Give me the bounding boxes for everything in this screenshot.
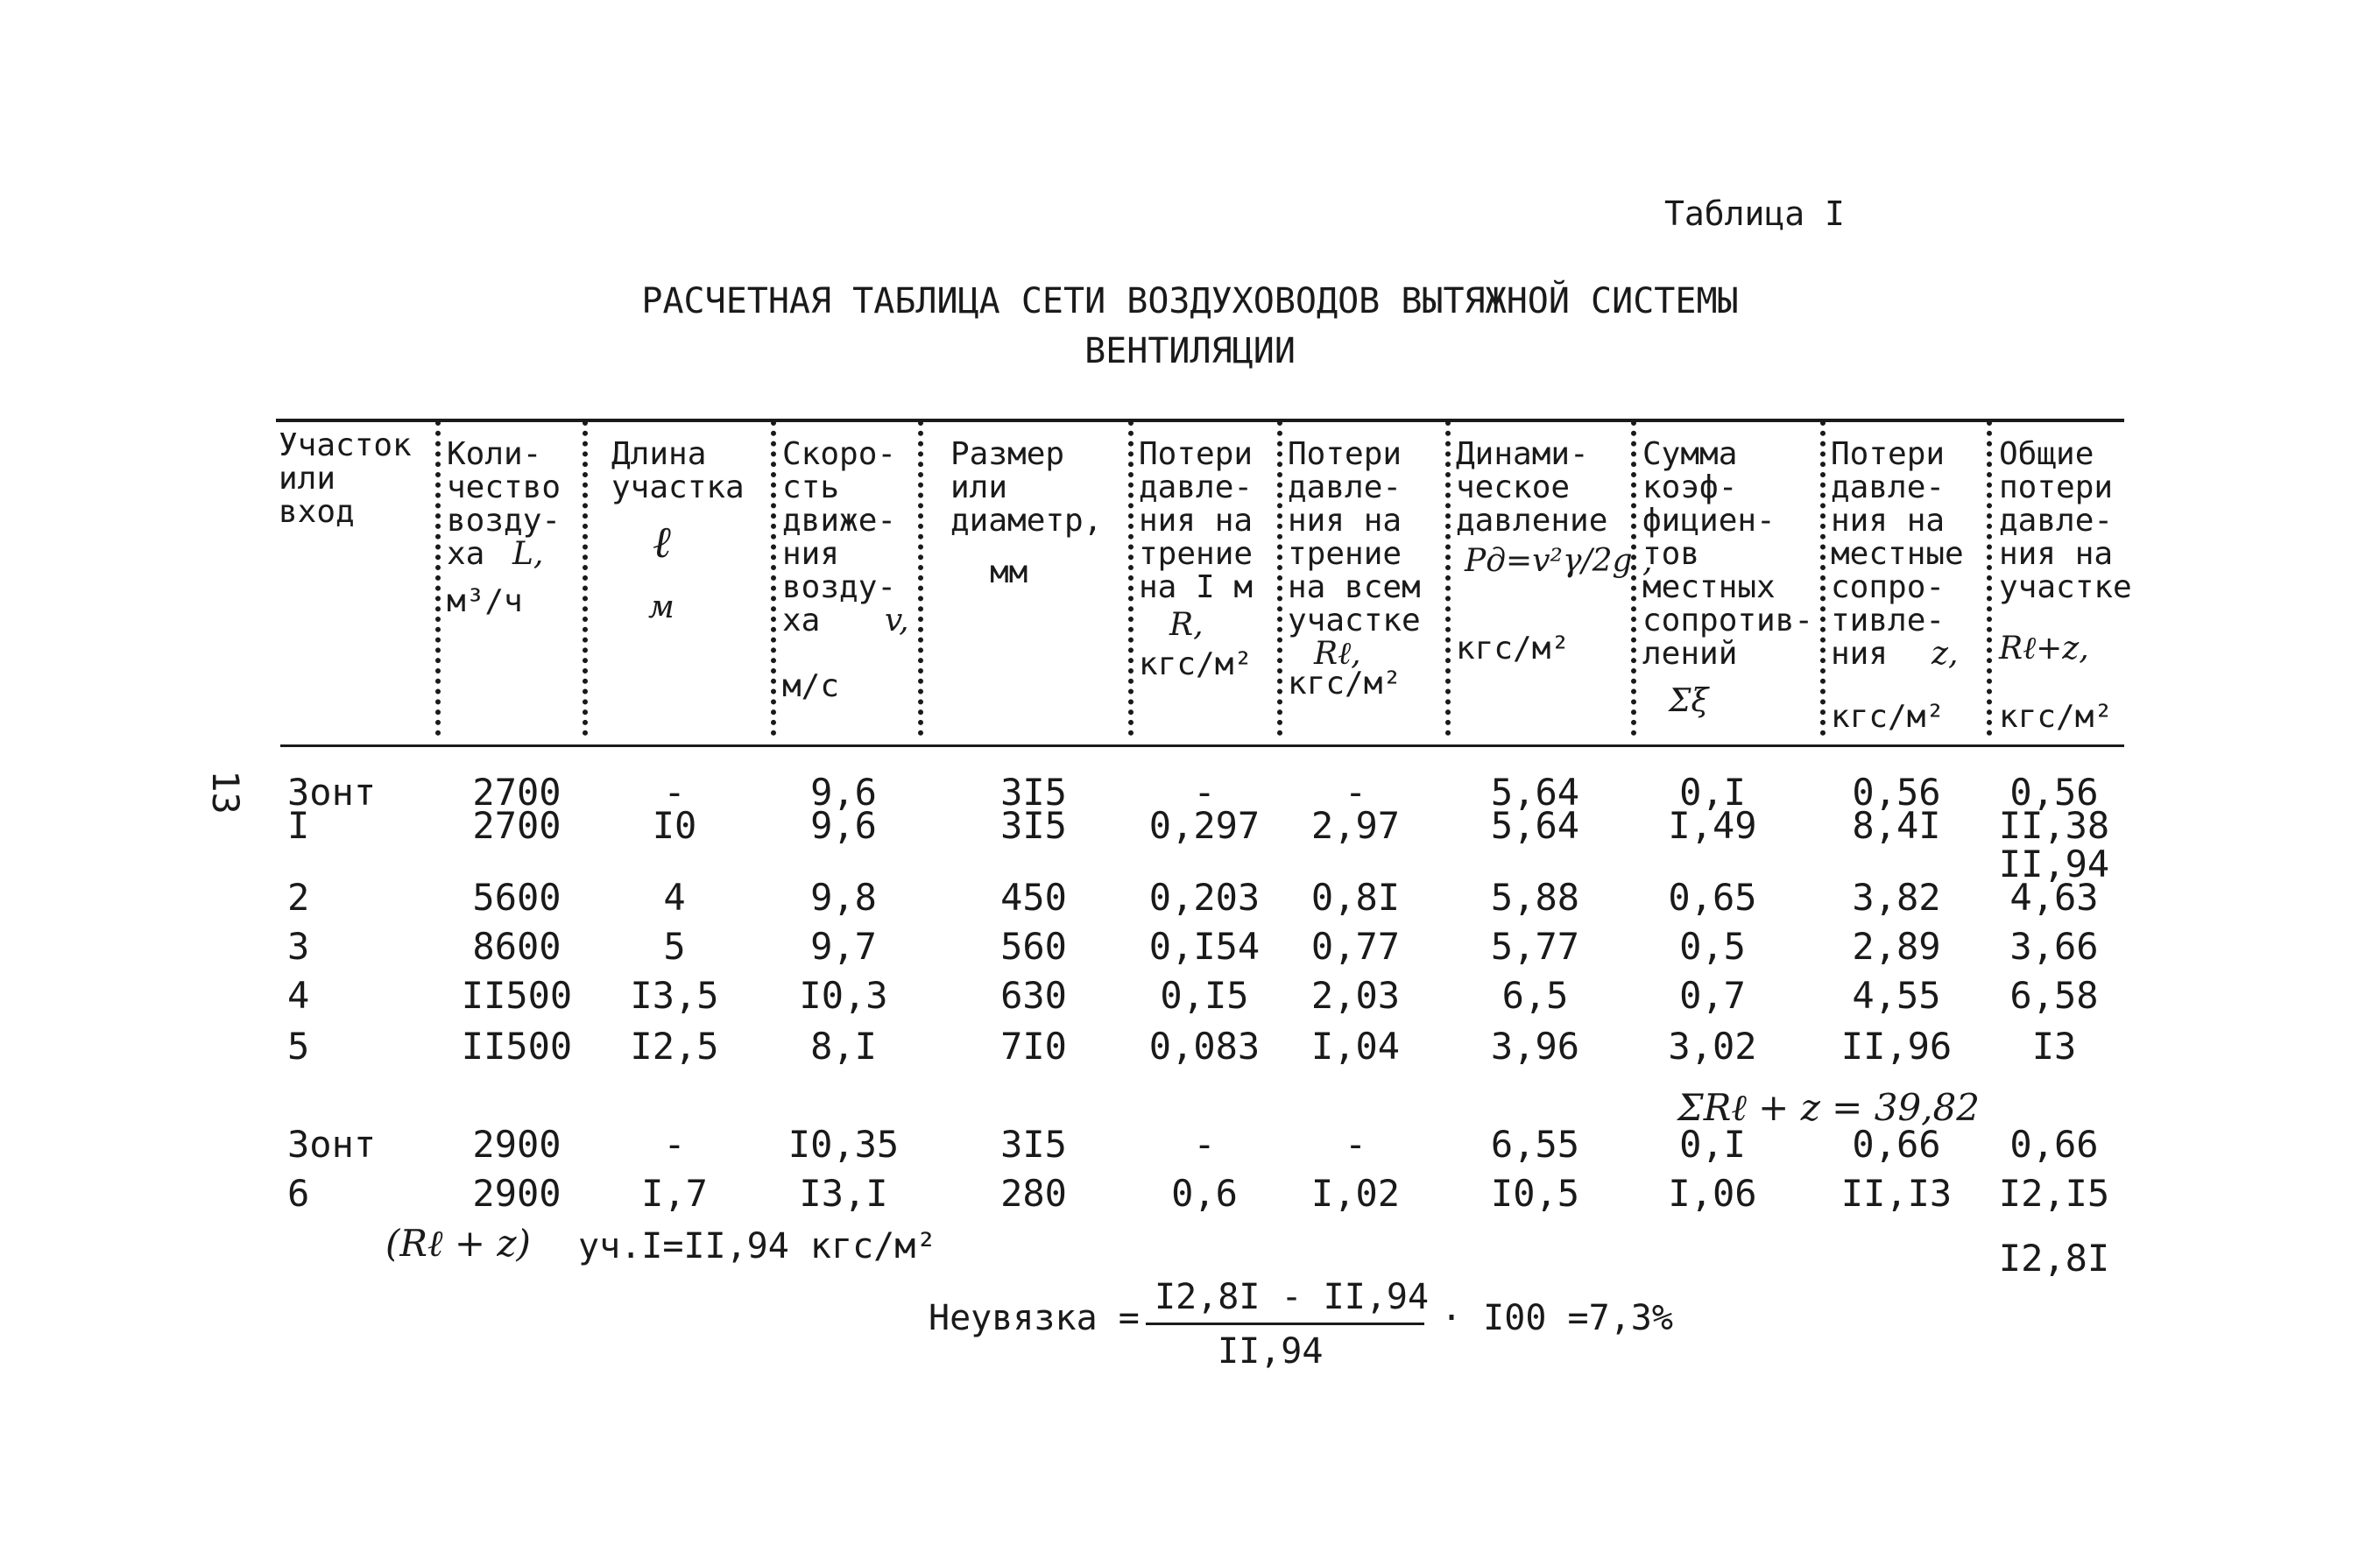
cell-air-quantity: II500 [461,974,573,1017]
cell-friction-per-m: 0,6 [1171,1172,1238,1215]
cell-air-quantity: 2900 [472,1123,561,1166]
table-header-rule [280,744,2124,747]
col-sep-9 [1820,420,1826,736]
cell-friction-per-m: 0,203 [1148,876,1261,919]
cell-length: I3,5 [630,974,719,1017]
header-dynamic-pressure-unit: кгс/м² [1456,631,1571,667]
cell-size: 7I0 [1000,1025,1067,1068]
header-size-unit: мм [990,554,1028,590]
header-friction-per-m: Потери давле- ния на трение на I м [1139,436,1254,605]
header-velocity-unit: м/с [782,668,840,704]
header-total-losses-symbol: Rℓ+z, [1999,631,2089,667]
cell-total-losses: I2,I5 [1998,1172,2110,1215]
cell-velocity: I0,35 [787,1123,900,1166]
cell-air-quantity: 2900 [472,1172,561,1215]
cell-air-quantity: 2700 [472,771,561,814]
cell-total-losses: 6,58 [2009,974,2099,1017]
header-local-losses-symbol: z, [1932,636,1959,672]
cell-friction-section: 2,03 [1310,974,1401,1017]
header-size: Размер или диаметр, [950,436,1103,539]
cell-section: 3 [287,925,310,968]
cell-size: 450 [1000,876,1067,919]
cell-section: 6 [287,1172,310,1215]
cell-total-losses: 0,66 [2009,1123,2099,1166]
cell-friction-per-m: 0,083 [1148,1025,1261,1068]
cell-local-losses: 0,66 [1852,1123,1941,1166]
cell-local-coefficients: 3,02 [1668,1025,1757,1068]
note-text: уч.I=II,94 кгс/м² [578,1226,937,1266]
header-total-losses: Общие потери давле- ния на участке [1999,436,2132,605]
cell-size: 3I5 [1000,771,1067,814]
cell-size: 280 [1000,1172,1067,1215]
note-label: (Rℓ + z) [385,1222,531,1265]
fraction-bar [1146,1323,1424,1325]
cell-friction-per-m: 0,I54 [1148,925,1261,968]
cell-local-losses: II,96 [1840,1025,1953,1068]
cell-total-losses: II,38 [1998,804,2110,847]
header-local-losses-unit: кгс/м² [1831,699,1946,735]
table-title-line-1: РАСЧЕТНАЯ ТАБЛИЦА СЕТИ ВОЗДУХОВОДОВ ВЫТЯЖНОЙ СИСТЕМЫ [641,281,1739,321]
header-velocity-symbol: v, [885,603,909,638]
col-sep-5 [1128,420,1134,736]
cell-dynamic-pressure: 6,55 [1490,1123,1580,1166]
header-length: Длина участка [611,436,745,505]
header-friction-per-m-symbol: R, [1169,607,1204,643]
cell-friction-section: 2,97 [1310,804,1401,847]
header-local-coefficients: Сумма коэф- фициен- тов местных сопротив- лений [1642,436,1814,672]
cell-friction-section: - [1344,1123,1367,1166]
header-dynamic-pressure: Динами- ческое давление [1456,436,1608,539]
cell-length: - [663,771,686,814]
cell-total-losses: I2,8I [1998,1237,2110,1280]
cell-friction-section: I,02 [1310,1172,1401,1215]
cell-air-quantity: 5600 [472,876,561,919]
col-sep-3 [771,420,776,736]
col-sep-2 [583,420,588,736]
discrepancy-result: · I00 =7,3% [1441,1298,1673,1338]
cell-section: 2 [287,876,310,919]
header-length-unit: м [648,589,674,625]
cell-local-losses: 8,4I [1852,804,1941,847]
cell-section: 4 [287,974,310,1017]
header-friction-section-symbol: Rℓ, [1314,636,1361,672]
cell-velocity: I3,I [799,1172,888,1215]
cell-length: 4 [663,876,686,919]
cell-section: Зонт [287,1123,377,1166]
cell-length: I0 [652,804,697,847]
header-velocity: Скоро- сть движе- ния возду- ха [782,436,897,638]
cell-total-losses: 4,63 [2009,876,2099,919]
cell-dynamic-pressure: 3,96 [1490,1025,1580,1068]
cell-local-coefficients: 0,5 [1679,925,1746,968]
header-air-quantity-unit: м³/ч [447,583,523,619]
cell-section: I [287,804,310,847]
cell-total-losses: 0,56 [2009,771,2099,814]
cell-length: I2,5 [630,1025,719,1068]
col-sep-1 [435,420,441,736]
cell-velocity: 9,7 [810,925,877,968]
cell-air-quantity: 2700 [472,804,561,847]
cell-local-coefficients: 0,I [1679,1123,1746,1166]
cell-dynamic-pressure: 5,64 [1490,771,1580,814]
cell-velocity: 9,6 [810,771,877,814]
cell-length: I,7 [641,1172,708,1215]
col-sep-7 [1445,420,1451,736]
cell-friction-per-m: - [1193,771,1216,814]
header-friction-section: Потери давле- ния на трение на всем участке [1288,436,1421,638]
header-friction-section-unit: кгс/м² [1288,666,1402,702]
col-sep-6 [1277,420,1282,736]
discrepancy-numerator: I2,8I - II,94 [1155,1277,1430,1317]
page-number: 13 [203,770,247,815]
cell-velocity: 9,6 [810,804,877,847]
cell-local-coefficients: I,49 [1668,804,1757,847]
cell-friction-per-m: 0,297 [1148,804,1261,847]
cell-size: 3I5 [1000,804,1067,847]
cell-section: 5 [287,1025,310,1068]
cell-air-quantity: II500 [461,1025,573,1068]
header-local-losses: Потери давле- ния на местные сопро- тивле- ния [1831,436,1964,672]
cell-dynamic-pressure: 5,88 [1490,876,1580,919]
cell-size: 630 [1000,974,1067,1017]
cell-local-coefficients: 0,7 [1679,974,1746,1017]
header-air-quantity-symbol: L, [512,536,544,572]
header-local-coefficients-symbol: Σξ [1669,683,1709,719]
cell-length: 5 [663,925,686,968]
sum-of-losses: ΣRℓ + z = 39,82 [1677,1086,1980,1129]
cell-velocity: 8,I [810,1025,877,1068]
discrepancy-label: Неувязка = [929,1298,1140,1338]
cell-total-losses: II,94 [1998,843,2110,885]
col-sep-10 [1987,420,1992,736]
cell-local-coefficients: I,06 [1668,1172,1757,1215]
table-title-line-2: ВЕНТИЛЯЦИИ [1084,331,1296,371]
cell-dynamic-pressure: 6,5 [1501,974,1569,1017]
cell-total-losses: I3 [2031,1025,2077,1068]
cell-dynamic-pressure: 5,77 [1490,925,1580,968]
cell-dynamic-pressure: I0,5 [1490,1172,1580,1215]
cell-friction-section: I,04 [1310,1025,1401,1068]
cell-local-losses: 0,56 [1852,771,1941,814]
header-length-symbol: ℓ [653,517,671,568]
header-dynamic-pressure-formula: Pд=v²γ/2g , [1465,543,1653,579]
cell-friction-section: - [1344,771,1367,814]
cell-velocity: I0,3 [799,974,888,1017]
cell-local-losses: 3,82 [1852,876,1941,919]
header-total-losses-unit: кгс/м² [1999,699,2114,735]
header-section: Участок или вход [279,427,412,530]
table-top-rule [276,419,2124,422]
cell-local-losses: 4,55 [1852,974,1941,1017]
cell-section: Зонт [287,771,377,814]
cell-dynamic-pressure: 5,64 [1490,804,1580,847]
cell-friction-section: 0,77 [1310,925,1401,968]
cell-local-coefficients: 0,65 [1668,876,1757,919]
cell-total-losses: 3,66 [2009,925,2099,968]
cell-size: 560 [1000,925,1067,968]
header-friction-per-m-unit: кгс/м² [1139,646,1254,682]
cell-local-losses: 2,89 [1852,925,1941,968]
cell-local-losses: II,I3 [1840,1172,1953,1215]
cell-size: 3I5 [1000,1123,1067,1166]
cell-local-coefficients: 0,I [1679,771,1746,814]
cell-velocity: 9,8 [810,876,877,919]
cell-length: - [663,1123,686,1166]
cell-friction-per-m: 0,I5 [1160,974,1249,1017]
cell-friction-per-m: - [1193,1123,1216,1166]
col-sep-4 [918,420,923,736]
table-caption: Таблица I [1664,194,1845,233]
discrepancy-denominator: II,94 [1218,1331,1324,1372]
cell-air-quantity: 8600 [472,925,561,968]
cell-friction-section: 0,8I [1310,876,1401,919]
header-air-quantity: Коли- чество возду- ха [447,436,561,572]
